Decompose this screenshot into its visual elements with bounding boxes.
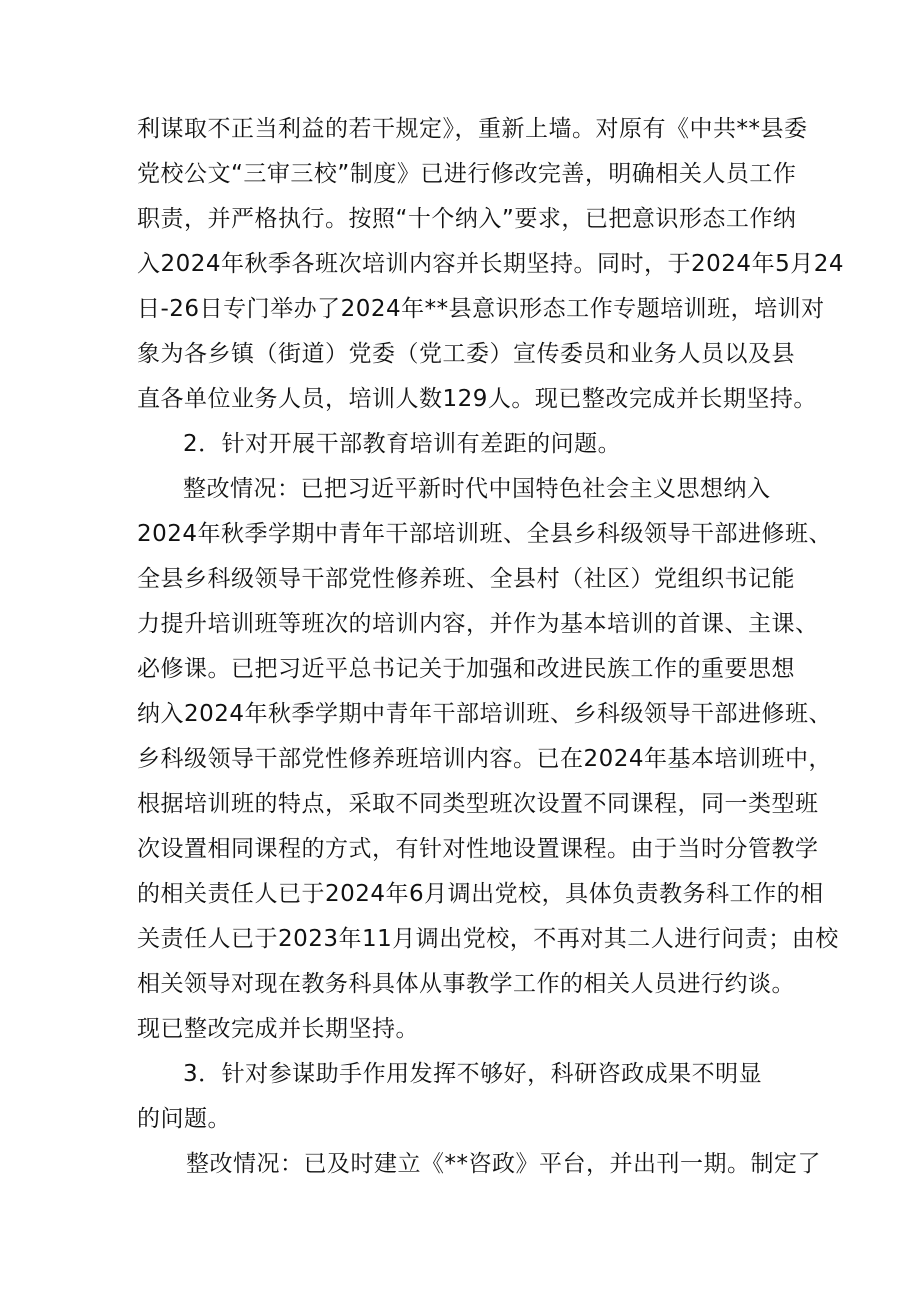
- body-text-line: 必修课。已把习近平总书记关于加强和改进民族工作的重要思想: [137, 656, 795, 682]
- body-text-line: 日-26日专门举办了2024年**县意识形态工作专题培训班，培训对: [137, 296, 825, 322]
- body-text-line: 根据培训班的特点，采取不同类型班次设置不同课程，同一类型班: [137, 791, 819, 817]
- body-text-line: 利谋取不正当利益的若干规定》，重新上墙。对原有《中共**县委: [137, 116, 808, 142]
- body-text-line: 职责，并严格执行。按照“十个纳入”要求，已把意识形态工作纳: [137, 206, 797, 232]
- body-text-line: 入2024年秋季各班次培训内容并长期坚持。同时，于2024年5月24: [137, 251, 844, 277]
- section-heading-2: 2．针对开展干部教育培训有差距的问题。: [183, 431, 622, 457]
- body-text-line: 整改情况：已把习近平新时代中国特色社会主义思想纳入: [183, 476, 771, 502]
- body-text-line: 力提升培训班等班次的培训内容，并作为基本培训的首课、主课、: [137, 611, 819, 637]
- body-text-line: 整改情况：已及时建立《**咨政》平台，并出刊一期。制定了: [186, 1151, 821, 1177]
- body-text-line: 关责任人已于2023年11月调出党校，不再对其二人进行问责；由校: [137, 926, 839, 952]
- body-text-line: 的相关责任人已于2024年6月调出党校，具体负责教务科工作的相: [137, 881, 824, 907]
- body-text-line: 纳入2024年秋季学期中青年干部培训班、乡科级领导干部进修班、: [137, 701, 833, 727]
- section-heading-3-continued: 的问题。: [137, 1106, 231, 1132]
- body-text-line: 相关领导对现在教务科具体从事教学工作的相关人员进行约谈。: [137, 971, 795, 997]
- body-text-line: 现已整改完成并长期坚持。: [137, 1016, 419, 1042]
- body-text-line: 全县乡科级领导干部党性修养班、全县村（社区）党组织书记能: [137, 566, 795, 592]
- body-text-line: 乡科级领导干部党性修养班培训内容。已在2024年基本培训班中，: [137, 746, 833, 772]
- body-text-line: 象为各乡镇（街道）党委（党工委）宣传委员和业务人员以及县: [137, 341, 795, 367]
- body-text-line: 次设置相同课程的方式，有针对性地设置课程。由于当时分管教学: [137, 836, 819, 862]
- section-heading-3: 3．针对参谋助手作用发挥不够好，科研咨政成果不明显: [183, 1061, 763, 1087]
- body-text-line: 直各单位业务人员，培训人数129人。现已整改完成并长期坚持。: [137, 386, 817, 412]
- body-text-line: 2024年秋季学期中青年干部培训班、全县乡科级领导干部进修班、: [137, 521, 833, 547]
- body-text-line: 党校公文“三审三校”制度》已进行修改完善，明确相关人员工作: [137, 161, 797, 187]
